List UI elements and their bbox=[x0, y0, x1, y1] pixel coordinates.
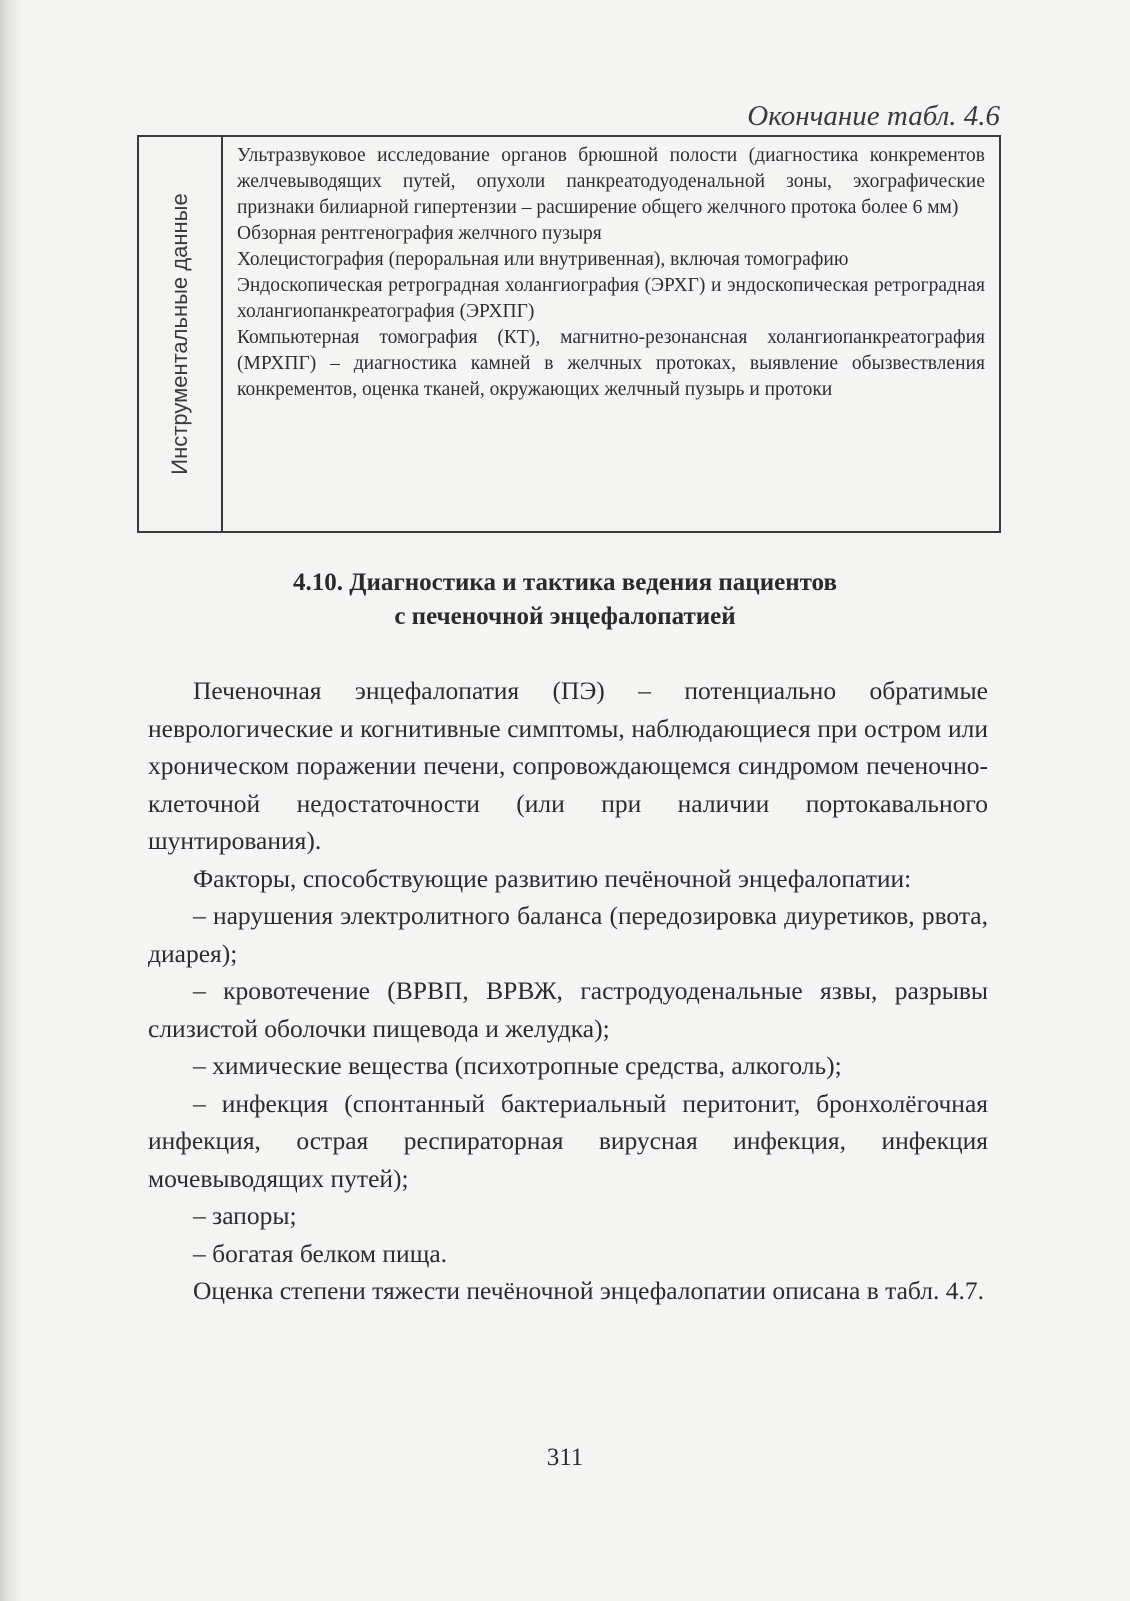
page-number: 311 bbox=[546, 1444, 584, 1471]
instrumental-data-table bbox=[137, 135, 1001, 533]
list-item: – запоры; bbox=[193, 1201, 297, 1230]
list-item: – нарушения электролитного баланса (передозировка диуретиков, рвота, диарея); bbox=[148, 901, 988, 968]
list-item: – кровотечение (ВРВП, ВРВЖ, гастродуоденальные язвы, разрывы слизистой оболочки пищевода и желудка); bbox=[148, 976, 988, 1043]
paragraph: Печеночная энцефалопатия (ПЭ) – потенциально обратимые неврологические и когнитивные симптомы, наблюдающиеся при остром или хроническом поражении печени, сопровождающемся синдромом печеночно-клеточной недостаточности (или при наличии портокавального шунтирования). bbox=[148, 676, 988, 855]
paragraph: Факторы, способствующие развитию печёночной энцефалопатии: bbox=[193, 863, 912, 893]
table-row: Обзорная рентгенография желчного пузыря bbox=[237, 223, 602, 244]
body-text bbox=[148, 672, 988, 1310]
table-row: Ультразвуковое исследование органов брюшной полости (диагностика конкрементов желчевыводящих путей, опухоли панкреатодуоденальной зоны, эхографические признаки билиарной гипертензии – расширение общего желчного протока более 6 мм) bbox=[237, 145, 985, 218]
section-title-line: с печеночной энцефалопатией bbox=[394, 603, 736, 630]
page-edge-shadow bbox=[0, 0, 22, 1601]
section-title bbox=[150, 566, 980, 634]
table-row: Эндоскопическая ретроградная холангиография (ЭРХГ) и эндоскопическая ретроградная холангиопанкреатография (ЭРХПГ) bbox=[237, 275, 985, 322]
list-item: – инфекция (спонтанный бактериальный перитонит, бронхолёгочная инфекция, острая респираторная вирусная инфекция, инфекция мочевыводящих путей); bbox=[148, 1088, 988, 1193]
list-item: – химические вещества (психотропные средства, алкоголь); bbox=[193, 1051, 842, 1080]
list-item: – богатая белком пища. bbox=[193, 1238, 448, 1268]
table-content-cell bbox=[223, 137, 999, 531]
table-side-cell bbox=[139, 137, 223, 531]
table-row: Холецистография (пероральная или внутривенная), включая томографию bbox=[237, 249, 849, 270]
section-title-line: 4.10. Диагностика и тактика ведения пациентов bbox=[293, 569, 837, 596]
table-caption: Окончание табл. 4.6 bbox=[747, 100, 1000, 132]
table-side-label: Инструментальные данные bbox=[167, 193, 192, 475]
table-row: Компьютерная томография (КТ), магнитно-резонансная холангиопанкреатография (МРХПГ) – диагностика камней в желчных протоках, выявление обызвествления конкрементов, оценка тканей, окружающих желчный пузырь и протоки bbox=[237, 327, 985, 400]
paragraph: Оценка степени тяжести печёночной энцефалопатии описана в табл. 4.7. bbox=[193, 1276, 984, 1305]
